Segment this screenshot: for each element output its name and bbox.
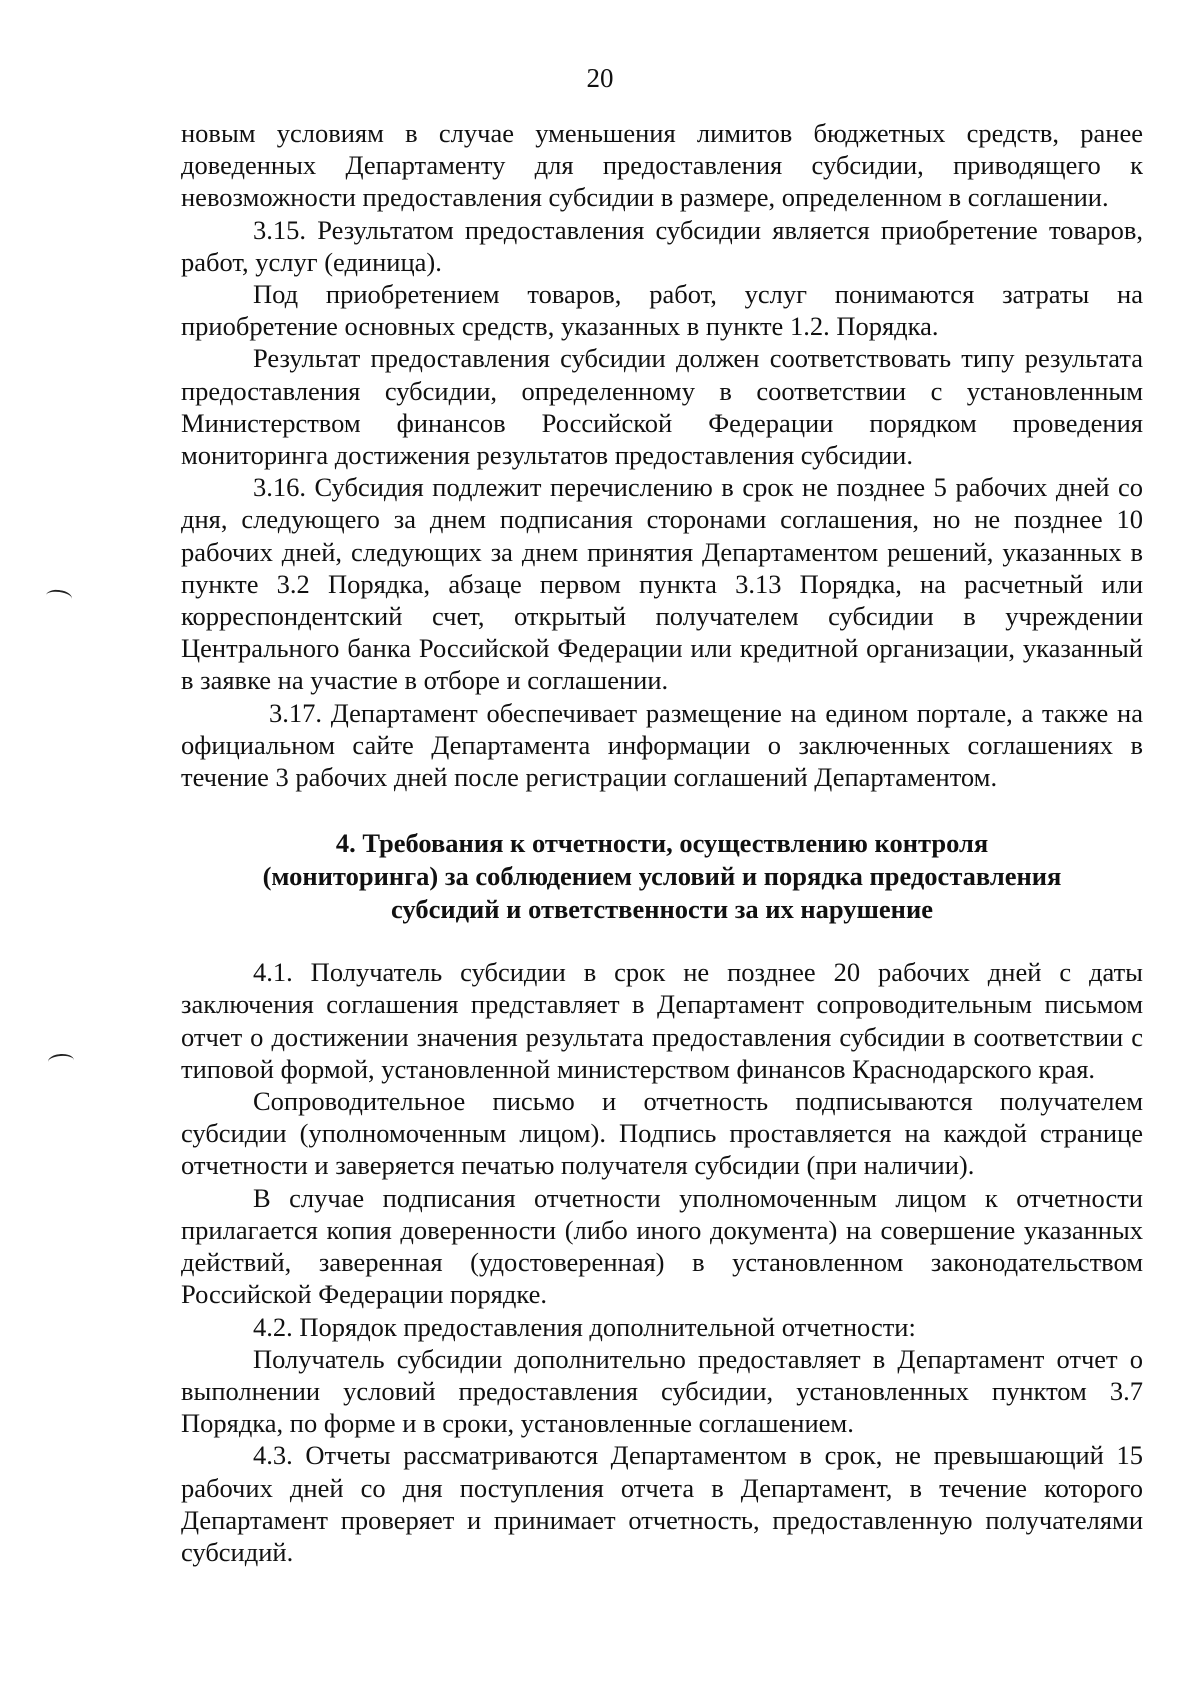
paragraph-4-2: 4.2. Порядок предоставления дополнительной отчетности: bbox=[253, 1311, 916, 1342]
paragraph-4-1: 4.1. Получатель субсидии в срок не позднее 20 рабочих дней с даты заключения соглашения представляет в Департамент сопроводительным письмом отчет о достижении значения результата предоставления субсидии в соответствии с типовой формой, установленной министерством финансов Краснодарского края. bbox=[181, 957, 1143, 1084]
margin-hole-mark bbox=[48, 1053, 75, 1069]
section-heading-line: субсидий и ответственности за их нарушение bbox=[391, 894, 933, 925]
paragraph-signature: Сопроводительное письмо и отчетность подписываются получателем субсидии (уполномоченным лицом). Подпись проставляется на каждой странице отчетности и заверяется печатью получателя субсидии (при наличии). bbox=[181, 1086, 1143, 1181]
section-heading bbox=[181, 827, 1143, 926]
section-heading-line: 4. Требования к отчетности, осуществлению контроля bbox=[335, 828, 989, 859]
paragraph-3-15: 3.15. Результатом предоставления субсидии является приобретение товаров, работ, услуг (единица). bbox=[181, 214, 1143, 277]
section-heading-line: (мониторинга) за соблюдением условий и порядка предоставления bbox=[262, 861, 1062, 892]
paragraph-result-type: Результат предоставления субсидии должен соответствовать типу результата предоставления субсидии, определенному в соответствии с установленным Министерством финансов Российской Федерации порядком проведения мониторинга достижения результатов предоставления субсидии. bbox=[181, 343, 1143, 471]
paragraph-power-of-attorney: В случае подписания отчетности уполномоченным лицом к отчетности прилагается копия доверенности (либо иного документа) на совершение указанных действий, заверенная (удостоверенная) в установленном законодательством Российской Федерации порядке. bbox=[181, 1182, 1143, 1310]
paragraph-continuation: новым условиям в случае уменьшения лимитов бюджетных средств, ранее доведенных Департаменту для предоставления субсидии, приводящего к невозможности предоставления субсидии в размере, определенном в соглашении. bbox=[181, 118, 1143, 213]
page-number: 20 bbox=[586, 63, 614, 93]
paragraph-additional-report: Получатель субсидии дополнительно предоставляет в Департамент отчет о выполнении условий предоставления субсидии, установленных пунктом 3.7 Порядка, по форме и в сроки, установленные соглашением. bbox=[181, 1343, 1143, 1439]
document-body bbox=[181, 117, 1143, 1568]
paragraph-3-16: 3.16. Субсидия подлежит перечислению в срок не позднее 5 рабочих дней со дня, следующего за днем подписания сторонами соглашения, но не позднее 10 рабочих дней, следующих за днем принятия Департаментом решений, указанных в пункте 3.2 Порядка, абзаце первом пункта 3.13 Порядка, на расчетный или корреспондентский счет, открытый получателем субсидии в учреждении Центрального банка Российской Федерации или кредитной организации, указанный в заявке на участие в отборе и соглашении. bbox=[181, 472, 1143, 696]
paragraph-4-3: 4.3. Отчеты рассматриваются Департаментом в срок, не превышающий 15 рабочих дней со дня поступления отчета в Департамент, в течение которого Департамент проверяет и принимает отчетность, предоставленную получателями субсидий. bbox=[181, 1440, 1143, 1567]
margin-hole-mark bbox=[45, 588, 73, 605]
paragraph-3-17: 3.17. Департамент обеспечивает размещение на едином портале, а также на официальном сайте Департамента информации о заключенных соглашениях в течение 3 рабочих дней после регистрации соглашений Департаментом. bbox=[181, 697, 1143, 793]
paragraph-acquisition-definition: Под приобретением товаров, работ, услуг понимаются затраты на приобретение основных средств, указанных в пункте 1.2. Порядка. bbox=[181, 279, 1143, 342]
